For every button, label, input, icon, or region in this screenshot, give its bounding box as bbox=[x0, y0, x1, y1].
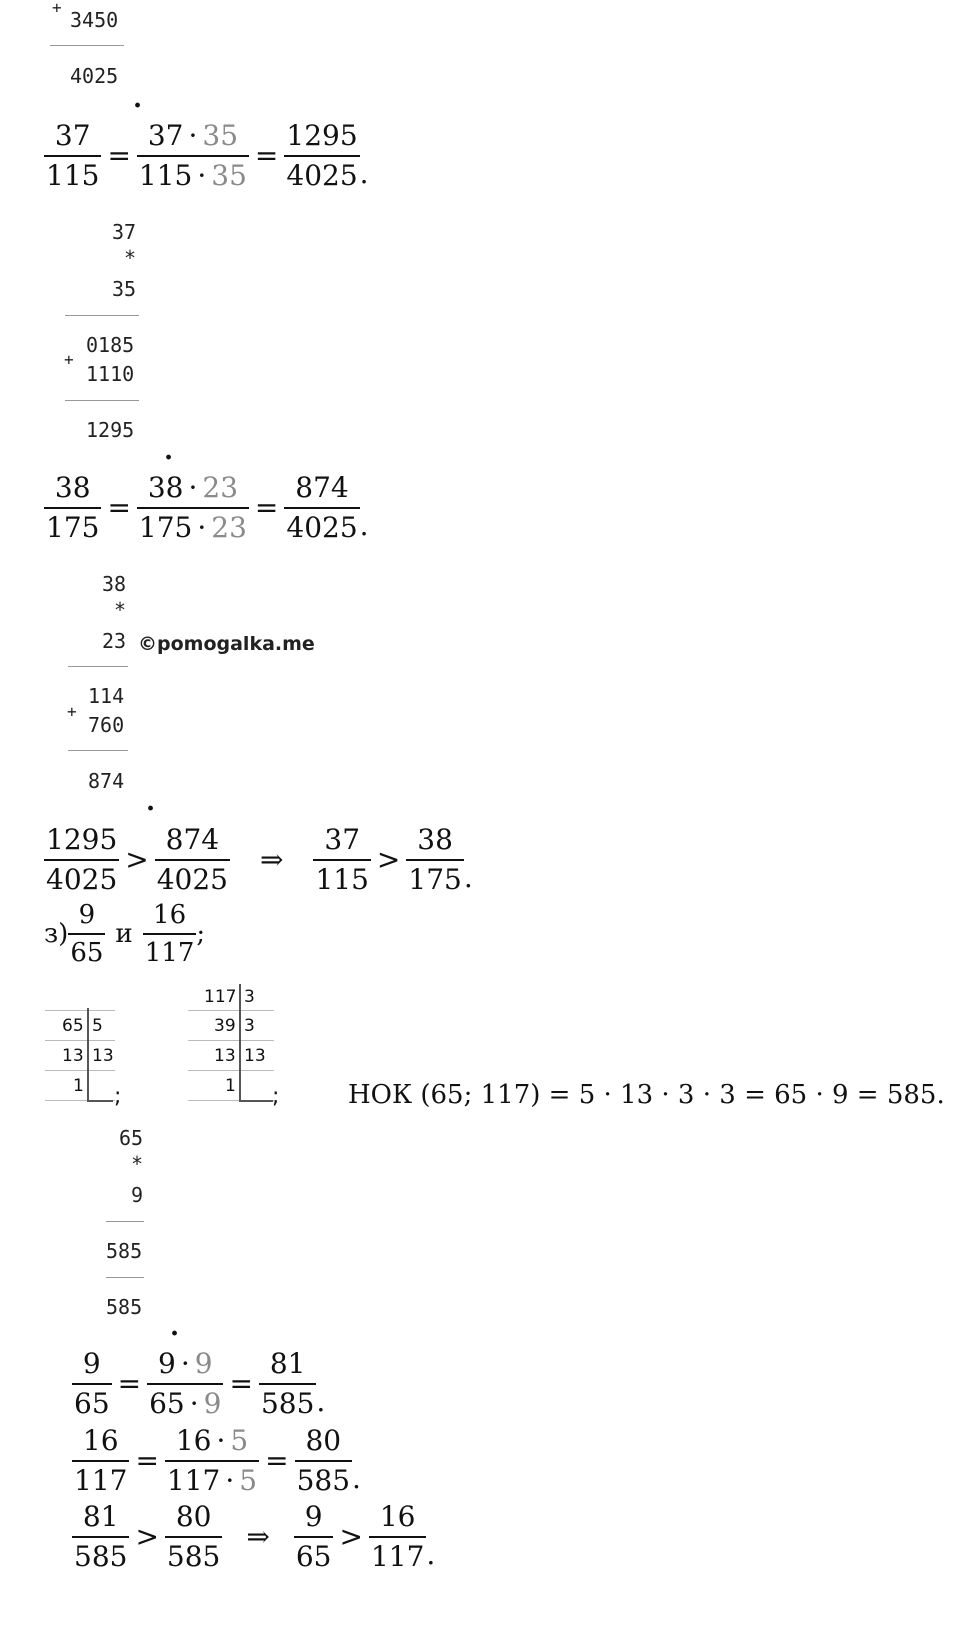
fact-left: 65 bbox=[62, 1016, 84, 1036]
mul-result: 1295 bbox=[86, 418, 135, 442]
mul-partial-2: 1110 bbox=[86, 362, 135, 386]
mul-result: 874 bbox=[88, 769, 125, 793]
mul-rule bbox=[68, 750, 128, 751]
fact-left: 39 bbox=[214, 1016, 236, 1036]
mul-result: 585 bbox=[106, 1295, 143, 1319]
fraction: $\frac{9}{65}$ bbox=[70, 900, 104, 968]
mul-plus: + bbox=[67, 702, 77, 721]
mul-rule bbox=[106, 1277, 144, 1278]
fact-tail: ; bbox=[114, 1084, 122, 1109]
col-add-plus: + bbox=[52, 0, 62, 17]
mul-rule bbox=[68, 666, 128, 667]
fraction: $\frac{9}{65}$ bbox=[74, 1347, 110, 1420]
fraction: $\frac{16 \cdot 5}{117 \cdot 5}$ bbox=[166, 1424, 258, 1497]
equation-38-175: $\frac{38}{175}$ = $\frac{38 \cdot 23}{175 \cdot 23}$ = $\frac{874}{4025}$ . bbox=[46, 471, 369, 544]
fraction: $\frac{80}{585}$ bbox=[296, 1424, 351, 1497]
fraction: $\frac{37}{115}$ bbox=[315, 823, 369, 896]
mul-dot: . bbox=[164, 436, 174, 466]
implies-sign: ⇒ bbox=[260, 843, 284, 876]
equation-9-65: $\frac{9}{65}$ = $\frac{9 \cdot 9}{65 \cdot 9}$ = $\frac{81}{585}$ . bbox=[74, 1347, 326, 1420]
fraction: $\frac{16}{117}$ bbox=[144, 900, 195, 968]
comparison-2: $\frac{81}{585}$ > $\frac{80}{585}$ ⇒ $\frac{9}{65}$ > $\frac{16}{117}$ . bbox=[74, 1500, 436, 1573]
mul-bottom: 35 bbox=[112, 277, 137, 301]
fact-right: 13 bbox=[92, 1046, 114, 1066]
mul-rule bbox=[65, 400, 139, 401]
fraction: $\frac{81}{585}$ bbox=[74, 1500, 128, 1573]
equation-37-115: $\frac{37}{115}$ = $\frac{37 \cdot 35}{115 \cdot 35}$ = $\frac{1295}{4025}$ . bbox=[46, 119, 369, 192]
fact-left: 1 bbox=[225, 1076, 236, 1096]
mul-partial-1: 0185 bbox=[86, 333, 135, 357]
mul-partial-2: 760 bbox=[88, 713, 125, 737]
mul-dot: . bbox=[170, 1312, 180, 1342]
fact-left: 117 bbox=[204, 987, 237, 1007]
mul-bottom: 9 bbox=[131, 1183, 144, 1207]
implies-sign: ⇒ bbox=[246, 1520, 270, 1553]
fact-right: 5 bbox=[92, 1016, 103, 1036]
mul-op: * bbox=[124, 246, 137, 270]
fraction: $\frac{81}{585}$ bbox=[260, 1347, 315, 1420]
fraction: $\frac{80}{585}$ bbox=[166, 1500, 221, 1573]
mul-rule bbox=[65, 315, 139, 316]
fraction: $\frac{1295}{4025}$ bbox=[286, 119, 358, 192]
fraction: $\frac{37 \cdot 35}{115 \cdot 35}$ bbox=[138, 119, 247, 192]
task-label: з) bbox=[44, 919, 69, 949]
fraction: $\frac{38}{175}$ bbox=[408, 823, 462, 896]
mul-top: 37 bbox=[112, 220, 137, 244]
mul-partial-1: 114 bbox=[88, 684, 125, 708]
fraction: $\frac{1295}{4025}$ bbox=[46, 823, 118, 896]
fraction: $\frac{38 \cdot 23}{175 \cdot 23}$ bbox=[138, 471, 247, 544]
col-add-addend: 3450 bbox=[70, 8, 119, 32]
fraction: $\frac{874}{4025}$ bbox=[156, 823, 228, 896]
fact-right: 13 bbox=[244, 1046, 266, 1066]
fact-left: 13 bbox=[214, 1046, 236, 1066]
mul-bottom: 23 bbox=[102, 629, 127, 653]
fraction: $\frac{9 \cdot 9}{65 \cdot 9}$ bbox=[149, 1347, 222, 1420]
fact-right: 3 bbox=[244, 1016, 255, 1036]
mul-op: * bbox=[114, 598, 127, 622]
fact-left: 1 bbox=[73, 1076, 84, 1096]
fact-tail: ; bbox=[272, 1084, 280, 1109]
fraction: $\frac{37}{115}$ bbox=[46, 119, 100, 192]
col-add-sum: 4025 bbox=[70, 64, 119, 88]
fact-left: 13 bbox=[62, 1046, 84, 1066]
mul-partial-1: 585 bbox=[106, 1239, 143, 1263]
mul-op: * bbox=[131, 1152, 144, 1176]
fraction: $\frac{16}{117}$ bbox=[74, 1424, 128, 1497]
col-add-dot: . bbox=[133, 84, 143, 114]
fact-right: 3 bbox=[244, 987, 255, 1007]
comparison-1: $\frac{1295}{4025}$ > $\frac{874}{4025}$ ⇒ $\frac{37}{115}$ > $\frac{38}{175}$ . bbox=[46, 823, 473, 896]
fraction: $\frac{16}{117}$ bbox=[370, 1500, 425, 1573]
fraction: $\frac{38}{175}$ bbox=[46, 471, 100, 544]
fraction: $\frac{9}{65}$ bbox=[295, 1500, 332, 1573]
col-add-rule bbox=[50, 45, 124, 46]
lcm-line: НОК (65; 117) = 5 · 13 · 3 · 3 = 65 · 9 = 585. bbox=[348, 1080, 945, 1110]
fraction: $\frac{874}{4025}$ bbox=[286, 471, 358, 544]
mul-top: 65 bbox=[119, 1126, 144, 1150]
task-z-header: з) $\frac{9}{65}$ и $\frac{16}{117}$ ; bbox=[44, 900, 206, 968]
watermark: ©pomogalka.me bbox=[138, 633, 315, 655]
equation-16-117: $\frac{16}{117}$ = $\frac{16 \cdot 5}{117 \cdot 5}$ = $\frac{80}{585}$ . bbox=[74, 1424, 361, 1497]
mul-plus: + bbox=[64, 350, 74, 369]
mul-dot: . bbox=[146, 787, 156, 817]
mul-top: 38 bbox=[102, 572, 127, 596]
mul-rule bbox=[106, 1221, 144, 1222]
